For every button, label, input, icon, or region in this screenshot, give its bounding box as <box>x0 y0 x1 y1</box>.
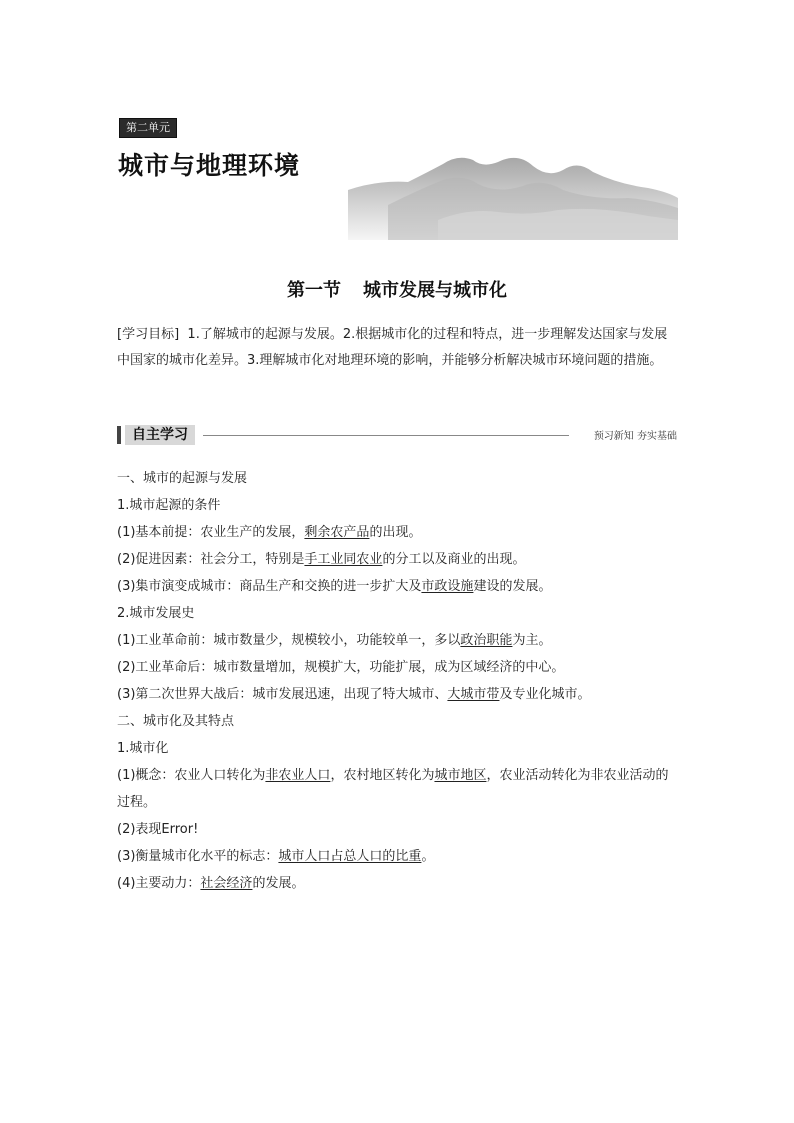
section-title <box>0 276 794 302</box>
answer-blank: 社会经济 <box>200 876 253 891</box>
item-driving-force: (4)主要动力：社会经济的发展。 <box>117 876 305 891</box>
item-market: (3)集市演变成城市：商品生产和交换的进一步扩大及市政设施建设的发展。 <box>117 579 552 594</box>
item-concept: (1)概念：农业人口转化为非农业人口，农村地区转化为城市地区，农业活动转化为非农业活动的过程。 <box>117 768 669 810</box>
answer-blank: 市政设施 <box>421 579 474 594</box>
answer-blank: 政治职能 <box>460 633 513 648</box>
answer-blank: 大城市带 <box>447 687 500 702</box>
band-rule <box>203 435 569 436</box>
heading-urbanization: 二、城市化及其特点 <box>117 714 235 729</box>
objectives-text: 1.了解城市的起源与发展。2.根据城市化的过程和特点，进一步理解发达国家与发展中国家的城市化差异。3.理解城市化对地理环境的影响，并能够分析解决城市环境问题的措施。 <box>117 327 668 368</box>
ink-mountain-illustration <box>348 150 678 240</box>
item-premise: (1)基本前提：农业生产的发展，剩余农产品的出现。 <box>117 525 422 540</box>
section-name: 城市发展与城市化 <box>363 280 507 301</box>
subheading-urbanization: 1.城市化 <box>117 741 169 756</box>
item-manifestation: (2)表现Error! <box>117 822 199 837</box>
band-label: 自主学习 <box>125 425 195 445</box>
band-marker <box>117 426 121 444</box>
heading-origin: 一、城市的起源与发展 <box>117 471 248 486</box>
section-number: 第一节 <box>287 280 341 301</box>
answer-blank: 非农业人口 <box>265 768 331 783</box>
answer-blank: 手工业同农业 <box>304 552 383 567</box>
answer-blank: 剩余农产品 <box>304 525 370 540</box>
band-right-text: 预习新知 夯实基础 <box>593 431 677 442</box>
item-post-industrial: (2)工业革命后：城市数量增加，规模扩大，功能扩展，成为区域经济的中心。 <box>117 660 565 675</box>
objectives-label: [学习目标] <box>117 327 180 342</box>
item-indicator: (3)衡量城市化水平的标志：城市人口占总人口的比重。 <box>117 849 435 864</box>
subheading-conditions: 1.城市起源的条件 <box>117 498 221 513</box>
self-study-band <box>117 424 679 446</box>
subheading-history: 2.城市发展史 <box>117 606 195 621</box>
item-factors: (2)促进因素：社会分工，特别是手工业同农业的分工以及商业的出现。 <box>117 552 526 567</box>
unit-badge: 第二单元 <box>119 118 177 138</box>
unit-title: 城市与地理环境 <box>118 151 301 180</box>
item-pre-industrial: (1)工业革命前：城市数量少，规模较小，功能较单一，多以政治职能为主。 <box>117 633 552 648</box>
answer-blank: 城市地区 <box>434 768 487 783</box>
learning-objectives <box>117 322 679 374</box>
item-post-war: (3)第二次世界大战后：城市发展迅速，出现了特大城市、大城市带及专业化城市。 <box>117 687 591 702</box>
content-body <box>117 465 679 897</box>
answer-blank: 城市人口占总人口的比重 <box>278 849 422 864</box>
